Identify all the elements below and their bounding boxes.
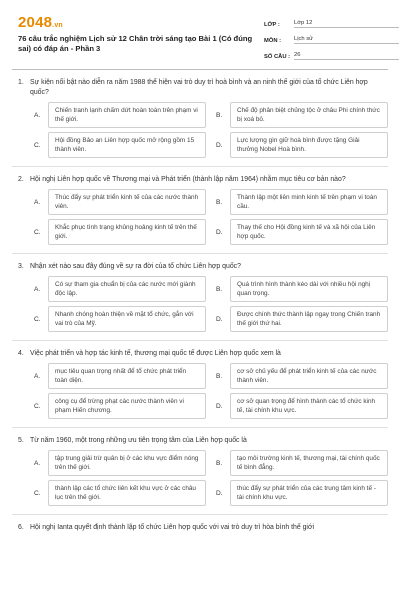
option-letter: A. [34, 285, 41, 293]
option-letter: B. [216, 111, 223, 119]
answer-option[interactable] [216, 480, 388, 506]
logo-text: 2048 [18, 14, 53, 31]
answer-options [12, 363, 388, 419]
question-item [12, 78, 388, 158]
question-divider [12, 427, 388, 428]
question-text: Nhận xét nào sau đây đúng về sự ra đời của tổ chức Liên hợp quốc? [30, 263, 241, 270]
option-letter: B. [216, 459, 223, 467]
option-text[interactable]: mục tiêu quan trọng nhất để tổ chức phát triển toàn diện. [48, 363, 206, 389]
option-letter: C. [34, 489, 41, 497]
option-letter: A. [34, 198, 41, 206]
option-letter: A. [34, 459, 41, 467]
question-stem [12, 78, 388, 98]
question-stem [12, 262, 388, 272]
question-list [12, 78, 388, 541]
document-title: 76 câu trắc nghiệm Lịch sử 12 Chân trời sáng tạo Bài 1 (Có đúng sai) có đáp án - Phần 3 [18, 34, 253, 53]
option-letter: C. [34, 402, 41, 410]
option-letter: B. [216, 372, 223, 380]
answer-option[interactable] [216, 306, 388, 332]
answer-options [12, 450, 388, 506]
option-text[interactable]: Nhanh chóng hoàn thiện về mặt tổ chức, gắn với vai trò của Mỹ. [48, 306, 206, 332]
answer-option[interactable] [216, 393, 388, 419]
option-letter: D. [216, 315, 223, 323]
question-text: Hội nghị Liên hợp quốc về Thương mại và Phát triển (thành lập năm 1964) nhằm mục tiêu cơ bản nào? [30, 176, 346, 183]
answer-option[interactable] [34, 102, 206, 128]
option-text[interactable]: thành lập các tổ chức liên kết khu vực ở các châu lục trên thế giới. [48, 480, 206, 506]
answer-option[interactable] [216, 189, 388, 215]
option-text[interactable]: Thay thế cho Hội đồng kinh tế và xã hội của Liên hợp quốc. [230, 219, 388, 245]
question-divider [12, 340, 388, 341]
option-letter: A. [34, 111, 41, 119]
question-divider [12, 253, 388, 254]
answer-option[interactable] [34, 219, 206, 245]
question-number: 4 . [12, 349, 26, 359]
meta-row-subject [264, 30, 399, 44]
option-text[interactable]: cơ sở chủ yếu để phát triển kinh tế của các nước thành viên. [230, 363, 388, 389]
meta-label: SỐ CÂU : [264, 54, 291, 60]
option-letter: D. [216, 489, 223, 497]
option-text[interactable]: Hội đồng Bảo an Liên hợp quốc mở rộng gồm 15 thành viên. [48, 132, 206, 158]
answer-options [12, 102, 388, 158]
meta-value: Lịch sử [294, 36, 399, 44]
question-number: 6 . [12, 523, 26, 533]
meta-label: LỚP : [264, 22, 280, 28]
question-text: Việc phát triển và hợp tác kinh tế, thương mại quốc tế được Liên hợp quốc xem là [30, 350, 281, 357]
option-text[interactable]: Thúc đẩy sự phát triển kinh tế của các nước thành viên. [48, 189, 206, 215]
answer-option[interactable] [34, 450, 206, 476]
question-item [12, 262, 388, 332]
option-letter: A. [34, 372, 41, 380]
option-text[interactable]: Khắc phục tình trạng khủng hoảng kinh tế trên thế giới. [48, 219, 206, 245]
answer-option[interactable] [216, 276, 388, 302]
option-text[interactable]: thúc đẩy sự phát triển của các trung tâm kinh tế - tài chính khu vực. [230, 480, 388, 506]
question-number: 3 . [12, 262, 26, 272]
question-number: 1 . [12, 78, 26, 98]
answer-option[interactable] [216, 450, 388, 476]
question-stem [12, 523, 388, 533]
answer-option[interactable] [34, 393, 206, 419]
option-text[interactable]: Được chính thức thành lập ngay trong Chiến tranh thế giới thứ hai. [230, 306, 388, 332]
logo-suffix: .vn [52, 22, 63, 29]
question-text: Từ năm 1960, một trong những ưu tiên trọng tâm của Liên hợp quốc là [30, 437, 247, 444]
question-stem [12, 349, 388, 359]
answer-option[interactable] [216, 102, 388, 128]
question-stem [12, 436, 388, 446]
question-item [12, 349, 388, 419]
answer-option[interactable] [216, 132, 388, 158]
document-header [12, 10, 388, 70]
option-letter: C. [34, 228, 41, 236]
question-text: Sự kiện nổi bật nào diễn ra năm 1988 thể hiện vai trò duy trì hoà bình và an ninh thế giới của tổ chức Liên hợp quốc? [30, 79, 368, 96]
option-text[interactable]: Quá trình hình thành kéo dài với nhiều hội nghị quan trọng. [230, 276, 388, 302]
site-logo[interactable] [18, 14, 63, 31]
option-text[interactable]: công cụ để trừng phạt các nước thành viên vi phạm Hiến chương. [48, 393, 206, 419]
answer-option[interactable] [34, 480, 206, 506]
option-letter: B. [216, 285, 223, 293]
option-text[interactable]: Có sự tham gia chuẩn bị của các nước mới giành độc lập. [48, 276, 206, 302]
question-item [12, 436, 388, 506]
option-text[interactable]: cơ sở quan trọng để hình thành các tổ chức kinh tế, tài chính khu vực. [230, 393, 388, 419]
option-letter: C. [34, 315, 41, 323]
meta-row-count [264, 46, 399, 60]
meta-label: MÔN : [264, 38, 282, 44]
answer-option[interactable] [216, 219, 388, 245]
option-letter: D. [216, 228, 223, 236]
option-text[interactable]: tạo môi trường kinh tế, thương mại, tài chính quốc tế bình đẳng. [230, 450, 388, 476]
option-text[interactable]: Chế độ phân biệt chủng tộc ở châu Phi chính thức bị xoá bỏ. [230, 102, 388, 128]
answer-option[interactable] [34, 132, 206, 158]
option-text[interactable]: tập trung giải trừ quân bị ở các khu vực điểm nóng trên thế giới. [48, 450, 206, 476]
answer-options [12, 276, 388, 332]
answer-option[interactable] [34, 276, 206, 302]
question-number: 2 . [12, 175, 26, 185]
option-text[interactable]: Lực lượng gìn giữ hoà bình được tặng Giải thưởng Nobel Hoà bình. [230, 132, 388, 158]
question-stem [12, 175, 388, 185]
question-item [12, 523, 388, 533]
meta-value: Lớp 12 [294, 20, 399, 28]
answer-options [12, 189, 388, 245]
option-text[interactable]: Chiến tranh lạnh chấm dứt hoàn toàn trên phạm vi thế giới. [48, 102, 206, 128]
option-letter: B. [216, 198, 223, 206]
question-divider [12, 166, 388, 167]
question-item [12, 175, 388, 245]
answer-option[interactable] [34, 189, 206, 215]
option-letter: D. [216, 141, 223, 149]
option-letter: C. [34, 141, 41, 149]
question-number: 5 . [12, 436, 26, 446]
answer-option[interactable] [34, 363, 206, 389]
question-divider [12, 514, 388, 515]
meta-value: 26 [294, 52, 399, 60]
meta-panel [264, 14, 399, 62]
question-text: Hội nghị Ianta quyết định thành lập tổ chức Liên hợp quốc với vai trò duy trì hòa bình thế giới [30, 524, 315, 531]
option-text[interactable]: Thành lập một liên minh kinh tế trên phạm vi toàn cầu. [230, 189, 388, 215]
option-letter: D. [216, 402, 223, 410]
answer-option[interactable] [34, 306, 206, 332]
meta-row-class [264, 14, 399, 28]
answer-option[interactable] [216, 363, 388, 389]
